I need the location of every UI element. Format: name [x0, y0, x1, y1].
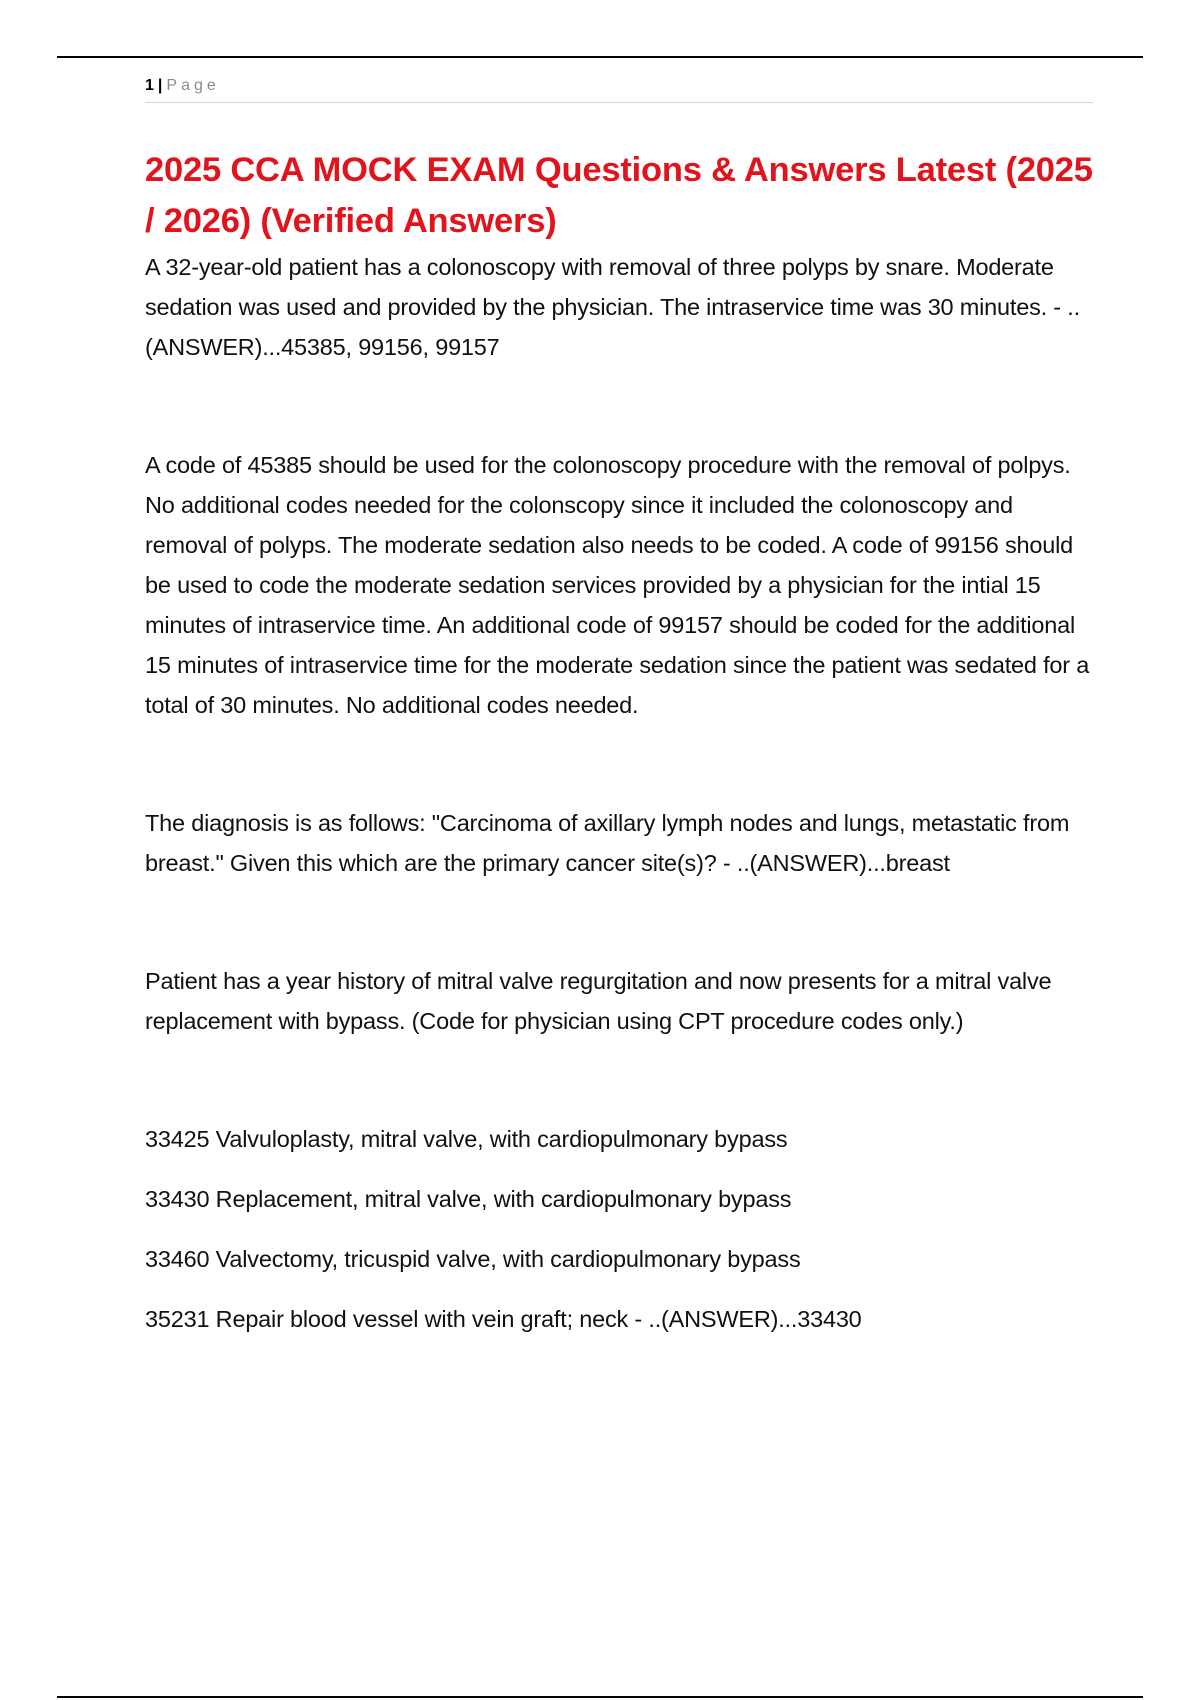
top-rule — [57, 56, 1143, 58]
question-1-explanation: A code of 45385 should be used for the colonoscopy procedure with the removal of polpys. No additional codes needed for the colonscopy since it included the colonoscopy and removal of polyps. The moderate sedation also needs to be coded. A code of 99156 should be used to code the moderate sedation services provided by a physician for the intial 15 minutes of intraservice time. An additional code of 99157 should be coded for the additional 15 minutes of intraservice time for the moderate sedation since the patient was sedated for a total of 30 minutes. No additional codes needed. — [145, 452, 1090, 718]
page-header — [145, 74, 1093, 103]
question-3-option: 33425 Valvuloplasty, mitral valve, with cardiopulmonary bypass — [145, 1126, 788, 1152]
question-3-option-answer: 35231 Repair blood vessel with vein graft; neck - ..(ANSWER)...33430 — [145, 1306, 862, 1332]
document-body — [145, 145, 1100, 1359]
document-title: 2025 CCA MOCK EXAM Questions & Answers Latest (2025 / 2026) (Verified Answers) — [145, 151, 1093, 240]
page-separator: | — [157, 77, 163, 94]
spacer — [145, 1041, 1100, 1119]
question-3-option: 33430 Replacement, mitral valve, with cardiopulmonary bypass — [145, 1186, 792, 1212]
bottom-rule — [57, 1696, 1143, 1698]
spacer — [145, 883, 1100, 961]
spacer — [145, 725, 1100, 803]
spacer — [145, 367, 1100, 445]
question-2: The diagnosis is as follows: "Carcinoma of axillary lymph nodes and lungs, metastatic from breast." Given this which are the primary cancer site(s)? - ..(ANSWER)...breast — [145, 810, 1070, 876]
question-3: Patient has a year history of mitral valve regurgitation and now presents for a mitral valve replacement with bypass. (Code for physician using CPT procedure codes only.) — [145, 968, 1052, 1034]
page-word: Page — [166, 77, 220, 94]
question-1: A 32-year-old patient has a colonoscopy with removal of three polyps by snare. Moderate sedation was used and provided by the physician. The intraservice time was 30 minutes. - ..(ANSWER)...45385, 99156, 99157 — [145, 254, 1080, 360]
question-3-option: 33460 Valvectomy, tricuspid valve, with cardiopulmonary bypass — [145, 1246, 801, 1272]
page-number: 1 — [145, 77, 154, 94]
